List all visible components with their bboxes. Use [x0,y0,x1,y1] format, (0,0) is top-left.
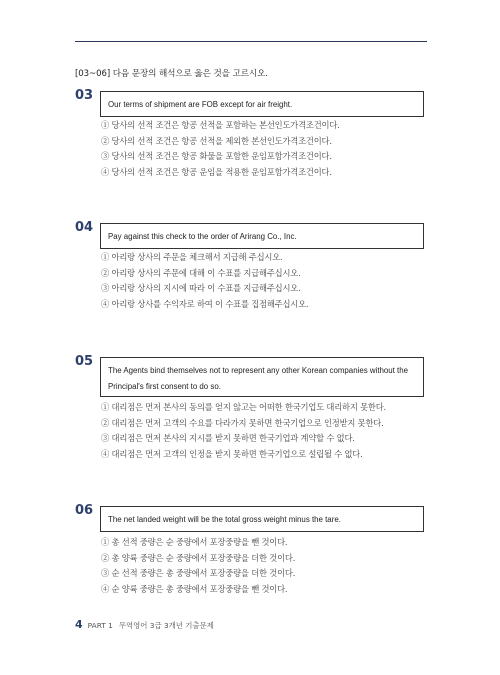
option-2[interactable]: ② 아리랑 상사의 주문에 대해 이 수표를 지급해주십시오. [101,267,301,278]
option-2[interactable]: ② 당사의 선적 조건은 항공 선적을 제외한 본선인도가격조건이다. [101,135,332,146]
footer-title: 무역영어 3급 3개년 기출문제 [118,621,214,630]
question-number-06: 06 [75,503,94,518]
question-sentence: The Agents bind themselves not to represent any other Korean companies without the Principal's first consent to do so. [108,366,409,391]
option-4[interactable]: ④ 순 양륙 중량은 총 중량에서 포장중량을 뺀 것이다. [101,583,288,594]
question-sentence-box-03 [100,91,424,117]
question-sentence-box-06 [100,506,424,532]
question-number-03: 03 [75,88,94,103]
options-list-04 [101,250,431,312]
option-3[interactable]: ③ 순 선적 중량은 총 중량에서 포장중량을 더한 것이다. [101,568,296,579]
options-list-05 [101,400,431,462]
options-list-03 [101,118,431,180]
question-sentence: The net landed weight will be the total gross weight minus the tare. [108,515,341,524]
question-number-04: 04 [75,220,94,235]
option-3[interactable]: ③ 아리랑 상사의 지시에 따라 이 수표를 지급해주십시오. [101,283,301,294]
top-rule [75,41,427,42]
option-3[interactable]: ③ 당사의 선적 조건은 항공 화물을 포함한 운임포함가격조건이다. [101,151,332,162]
section-instruction: [03~06] 다음 문장의 해석으로 옳은 것을 고르시오. [75,69,268,79]
option-2[interactable]: ② 대리점은 먼저 고객의 수요를 다라가지 못하면 한국기업으로 인정받지 못한다. [101,417,384,428]
footer-part: PART 1 [87,621,113,630]
option-1[interactable]: ① 아리랑 상사의 주문을 체크해서 지급해 주십시오. [101,252,283,262]
question-sentence-box-04 [100,223,424,249]
option-4[interactable]: ④ 대리점은 먼저 고객의 인정을 받지 못하면 한국기업으로 설립될 수 없다. [101,448,363,459]
option-1[interactable]: ① 총 선적 중량은 순 중량에서 포장중량을 뺀 것이다. [101,537,288,547]
option-4[interactable]: ④ 아리랑 상사를 수익자로 하여 이 수표를 집점해주십시오. [101,298,309,309]
option-2[interactable]: ② 총 양륙 중량은 순 중량에서 포장중량을 더한 것이다. [101,552,296,563]
option-4[interactable]: ④ 당사의 선적 조건은 항공 운임을 적용한 운임포함가격조건이다. [101,166,332,177]
options-list-06 [101,535,431,597]
question-sentence: Our terms of shipment are FOB except for air freight. [108,100,293,109]
question-sentence-box-05 [100,357,424,397]
option-3[interactable]: ③ 대리점은 먼저 본사의 지시를 받지 못하면 한국기업과 계약할 수 없다. [101,433,355,444]
option-1[interactable]: ① 대리점은 먼저 본사의 동의를 얻지 않고는 어떠한 한국기업도 대리하지 못한다. [101,402,386,412]
page-number: 4 [75,618,83,631]
question-sentence: Pay against this check to the order of Arirang Co., Inc. [108,232,297,241]
question-number-05: 05 [75,354,94,369]
page-footer [75,618,214,631]
option-1[interactable]: ① 당사의 선적 조건은 항공 선적을 포함하는 본선인도가격조건이다. [101,120,340,130]
